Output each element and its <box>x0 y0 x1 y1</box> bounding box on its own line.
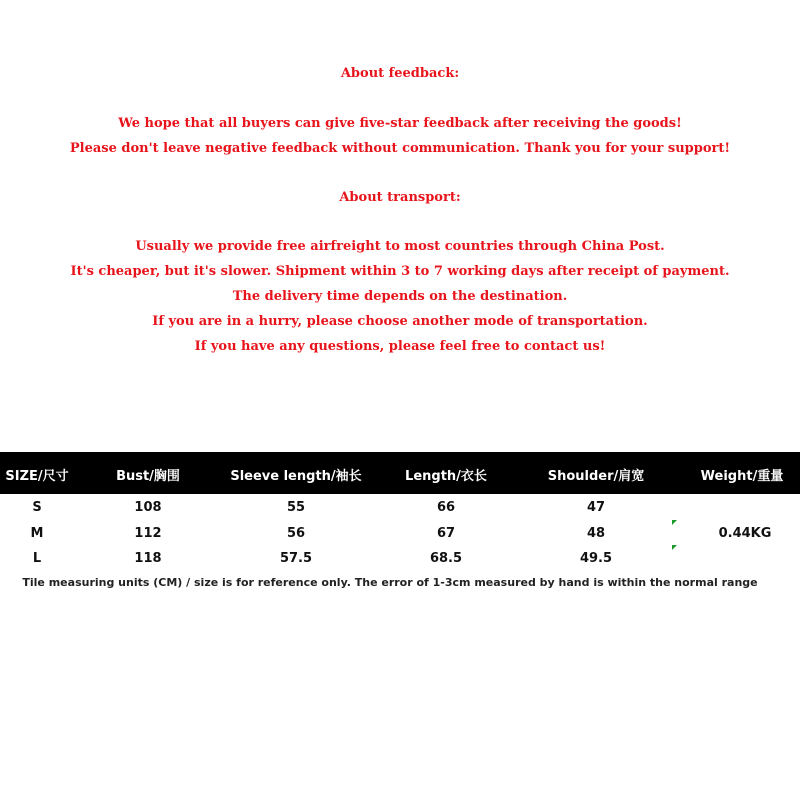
table-cell-size: L <box>32 551 42 566</box>
header-length: Length/衣长 <box>405 469 487 484</box>
table-cell-shoulder: 47 <box>586 500 606 515</box>
header-size: SIZE/尺寸 <box>5 469 69 484</box>
transport-line-3: The delivery time depends on the destination. <box>232 289 568 304</box>
table-cell-size: M <box>30 526 44 541</box>
measurement-note: Tile measuring units (CM) / size is for reference only. The error of 1-3cm measured by hand is within the normal range <box>22 576 758 589</box>
transport-line-4: If you are in a hurry, please choose another mode of transportation. <box>152 314 648 329</box>
table-cell-bust: 108 <box>134 500 162 515</box>
table-cell-sleeve: 57.5 <box>279 551 313 566</box>
table-cell-size: S <box>32 500 42 515</box>
table-cell-shoulder: 49.5 <box>579 551 613 566</box>
header-shoulder: Shoulder/肩宽 <box>547 469 645 484</box>
corner-mark-icon <box>672 545 677 550</box>
table-cell-length: 68.5 <box>429 551 463 566</box>
table-cell-length: 66 <box>436 500 456 515</box>
transport-line-1: Usually we provide free airfreight to most countries through China Post. <box>135 239 665 254</box>
feedback-line-1: We hope that all buyers can give five-star feedback after receiving the goods! <box>118 116 682 131</box>
header-sleeve-length: Sleeve length/袖长 <box>230 469 362 484</box>
corner-mark-icon <box>672 520 677 525</box>
table-cell-weight: 0.44KG <box>718 526 772 541</box>
feedback-heading: About feedback: <box>340 66 460 81</box>
table-cell-sleeve: 56 <box>286 526 306 541</box>
transport-line-2: It's cheaper, but it's slower. Shipment within 3 to 7 working days after receipt of payment. <box>70 264 730 279</box>
table-cell-bust: 118 <box>134 551 162 566</box>
header-bust: Bust/胸围 <box>116 469 180 484</box>
header-weight: Weight/重量 <box>700 469 784 484</box>
transport-line-5: If you have any questions, please feel free to contact us! <box>194 339 606 354</box>
transport-heading: About transport: <box>339 190 461 205</box>
table-cell-sleeve: 55 <box>286 500 306 515</box>
table-cell-shoulder: 48 <box>586 526 606 541</box>
table-cell-bust: 112 <box>134 526 162 541</box>
table-cell-length: 67 <box>436 526 456 541</box>
feedback-line-2: Please don't leave negative feedback without communication. Thank you for your support! <box>69 141 731 156</box>
